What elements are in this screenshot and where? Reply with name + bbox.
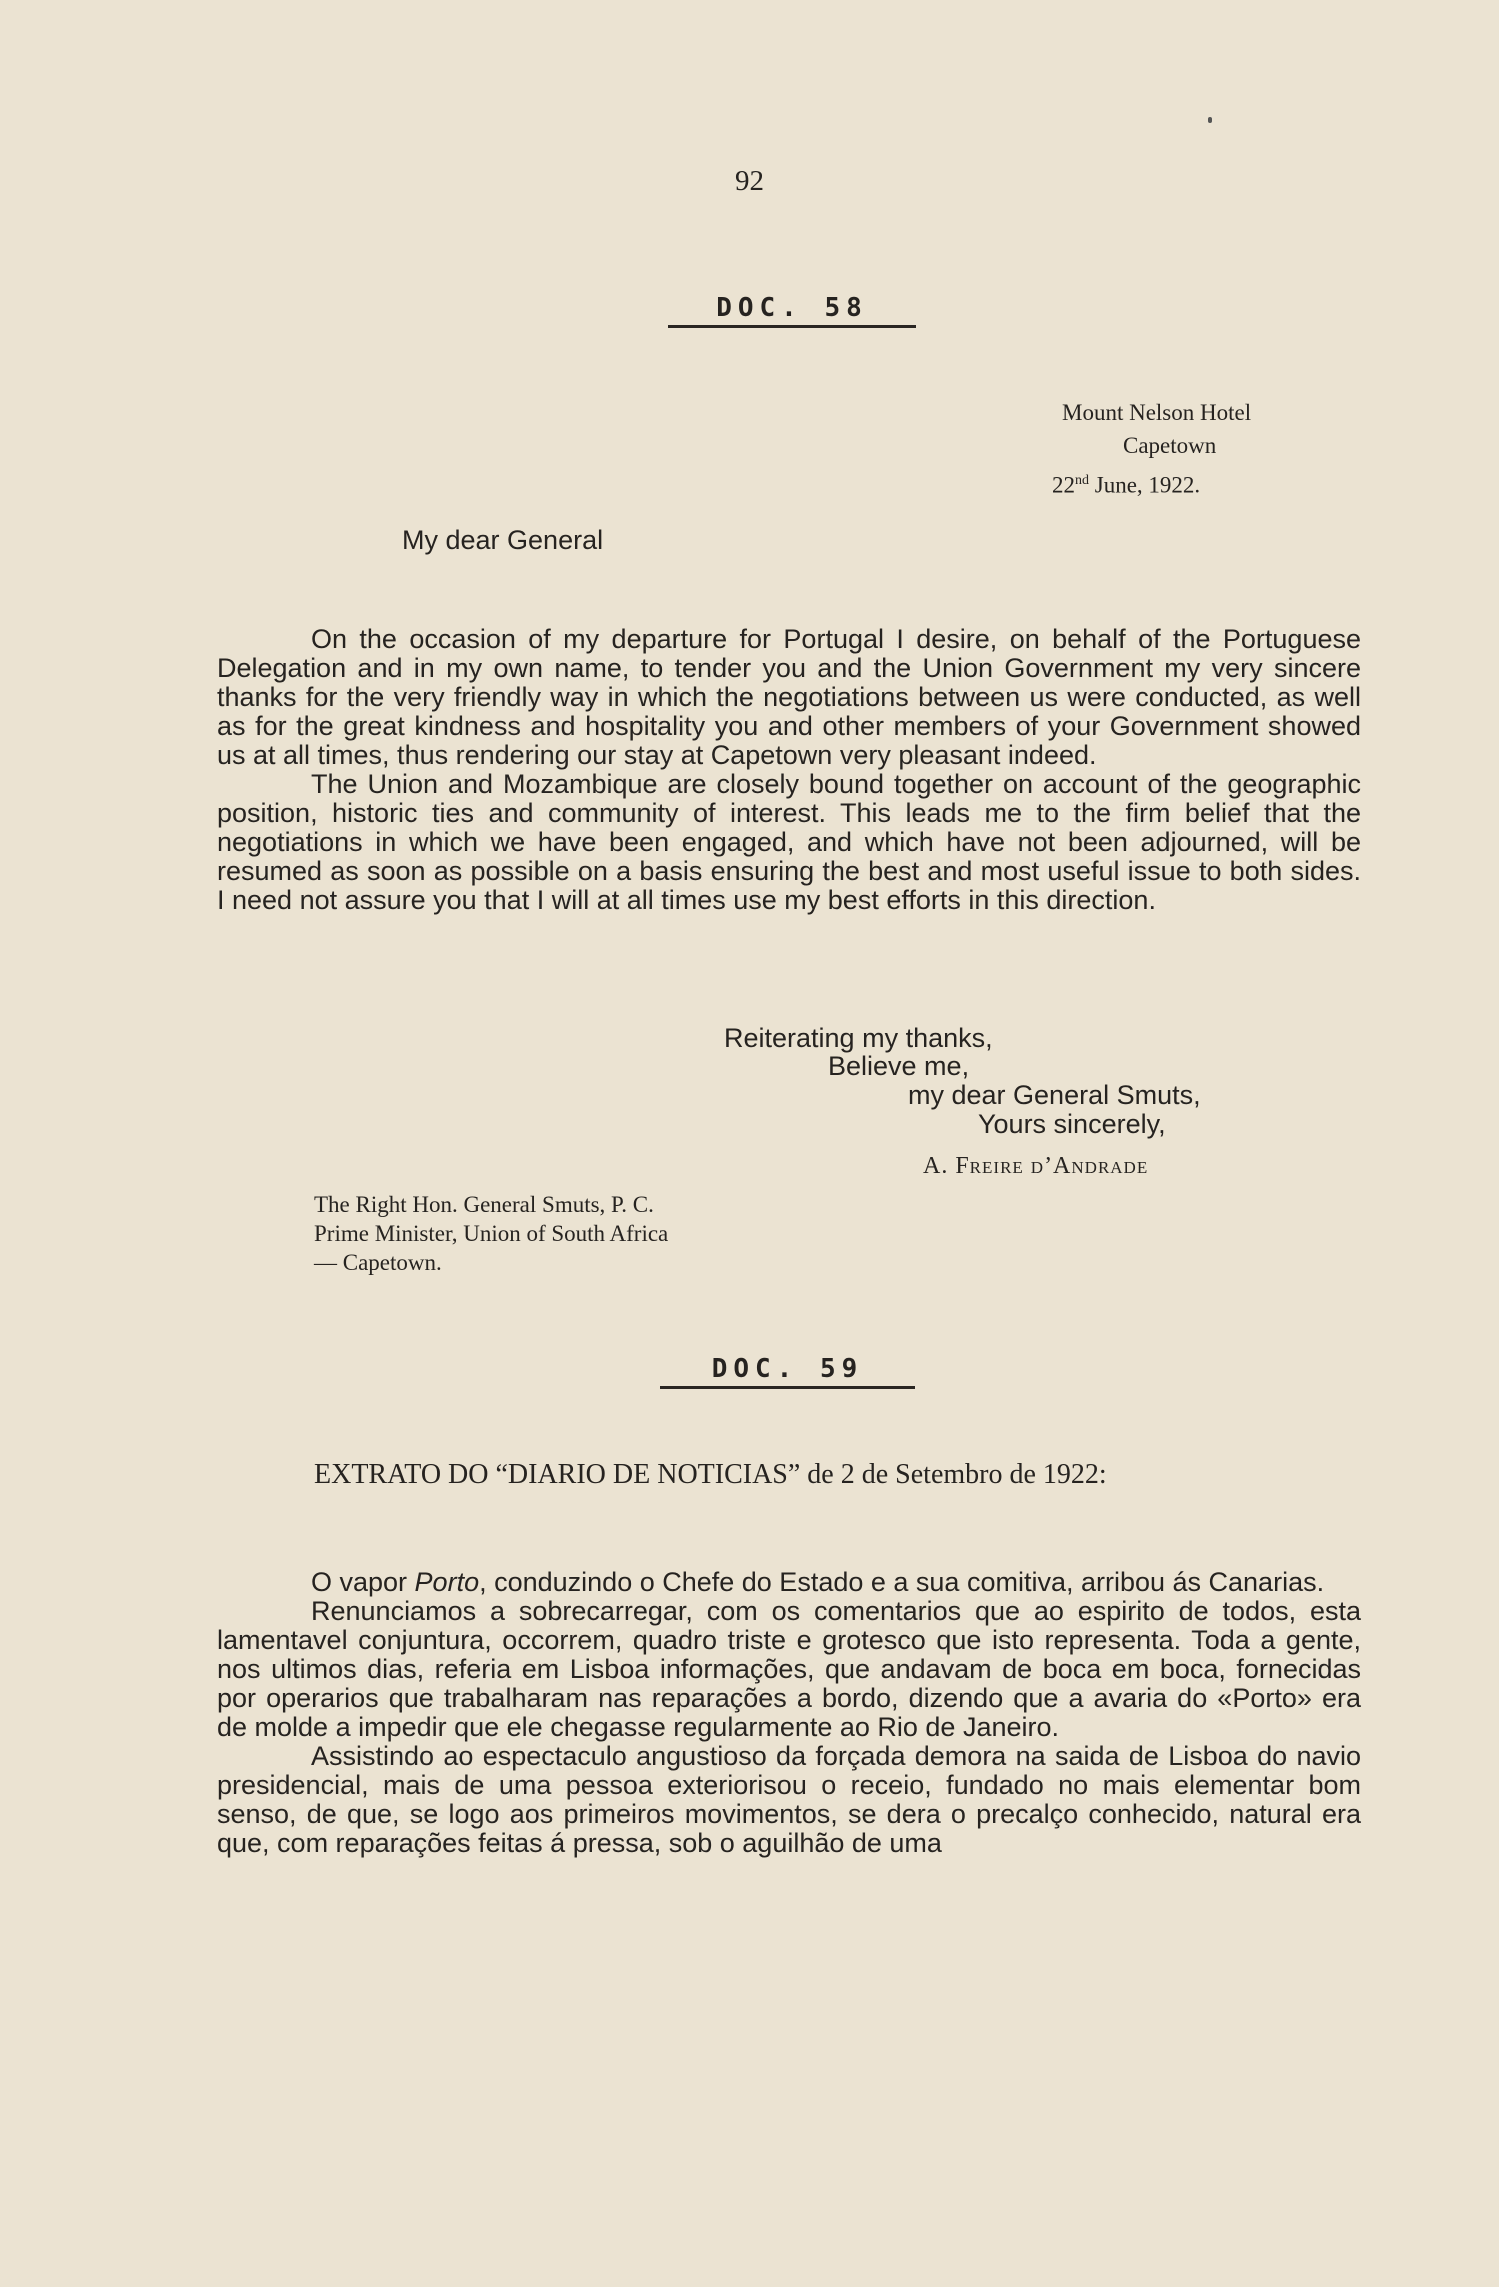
letter-body xyxy=(217,625,1361,915)
doc-58-heading: DOC. 58 xyxy=(668,293,916,328)
date-suffix: nd xyxy=(1075,473,1089,488)
closing-line-2: Believe me, xyxy=(828,1051,970,1081)
ship-name: Porto xyxy=(414,1567,480,1597)
article-paragraph-1-start: O vapor xyxy=(311,1567,415,1597)
doc-59-heading: DOC. 59 xyxy=(660,1354,915,1389)
article-title: EXTRATO DO “DIARIO DE NOTICIAS” de 2 de Setembro de 1922: xyxy=(314,1459,1107,1490)
date-day: 22 xyxy=(1052,472,1075,498)
article-paragraph-2: Renunciamos a sobrecarregar, com os comentarios que ao espirito de todos, esta lamentavel conjuntura, occorrem, quadro triste e grotesco que isto representa. Toda a gente, nos ultimos dias, referia em Lisboa informações, que andavam de boca em boca, fornecidas por operarios que trabalharam nas reparações a bordo, dizendo que a avaria do «Porto» era de molde a impedir que ele chegasse regularmente ao Rio de Janeiro. xyxy=(217,1596,1361,1742)
letter-date xyxy=(1052,466,1200,501)
addressee-line-2: Prime Minister, Union of South Africa xyxy=(314,1221,669,1246)
article-paragraph-1 xyxy=(217,1568,1361,1597)
date-rest: June, 1922. xyxy=(1089,472,1201,498)
letter-paragraph-2: The Union and Mozambique are closely bound together on account of the geographic position, historic ties and community of interest. This leads me to the firm belief that the negotiations in which we have been engaged, and which have not been adjourned, will be resumed as soon as possible on a basis ensuring the best and most useful issue to both sides. I need not assure you that I will at all times use my best efforts in this direction. xyxy=(217,769,1361,915)
signature: A. Freire d’Andrade xyxy=(923,1153,1149,1179)
closing-line-1: Reiterating my thanks, xyxy=(724,1023,993,1053)
article-paragraph-1-end: , conduzindo o Chefe do Estado e a sua comitiva, arribou ás Canarias. xyxy=(479,1567,1325,1597)
addressee-line-1: The Right Hon. General Smuts, P. C. xyxy=(314,1192,654,1217)
page-number: 92 xyxy=(735,165,764,197)
closing-line-4: Yours sincerely, xyxy=(978,1109,1166,1139)
addressee-line-3: — Capetown. xyxy=(314,1250,442,1275)
salutation: My dear General xyxy=(402,525,604,555)
article-paragraph-3: Assistindo ao espectaculo angustioso da forçada demora na saida de Lisboa do navio presidencial, mais de uma pessoa exteriorisou o receio, fundado no mais elementar bom senso, de que, se logo aos primeiros movimentos, se dera o precalço conhecido, natural era que, com reparações feitas á pressa, sob o aguilhão de uma xyxy=(217,1741,1361,1858)
article-body xyxy=(217,1568,1361,1858)
address-city: Capetown xyxy=(1123,433,1217,458)
closing-line-3: my dear General Smuts, xyxy=(908,1080,1201,1110)
letter-paragraph-1: On the occasion of my departure for Portugal I desire, on behalf of the Portuguese Delegation and in my own name, to tender you and the Union Government my very sincere thanks for the very friendly way in which the negotiations between us were conducted, as well as for the great kindness and hospitality you and other members of your Government showed us at all times, thus rendering our stay at Capetown very pleasant indeed. xyxy=(217,624,1361,770)
ink-mark xyxy=(1208,117,1212,123)
address-hotel: Mount Nelson Hotel xyxy=(1062,400,1252,425)
